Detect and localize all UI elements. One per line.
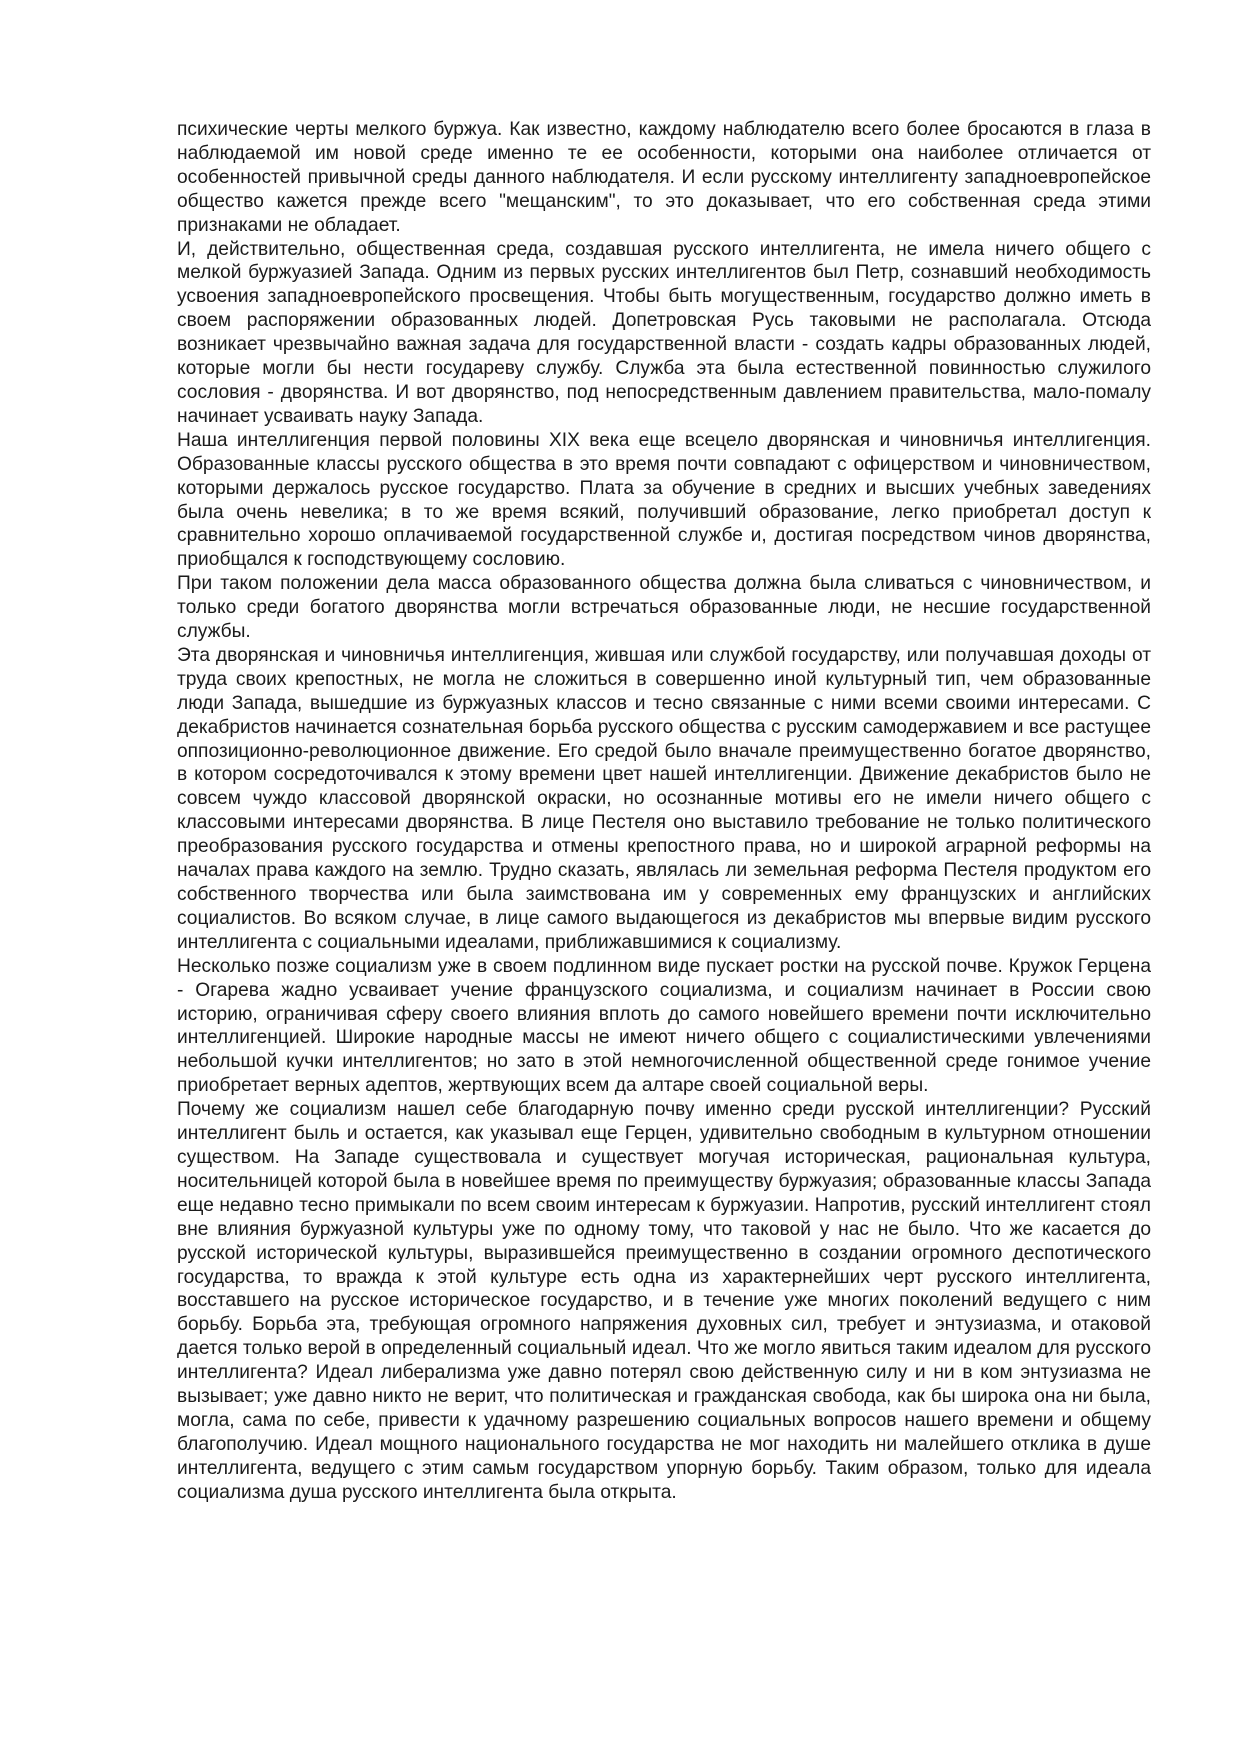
document-page xyxy=(177,118,1151,1678)
paragraph-3: Наша интеллигенция первой половины XIX века еще всецело дворянская и чиновничья интеллигенция. Образованные классы русского общества в это время почти совпадают с офицерством и чиновничеством, которыми держалось русское государство. Плата за обучение в средних и высших учебных заведениях была очень невелика; в то же время всякий, получивший образование, легко приобретал доступ к сравнительно хорошо оплачиваемой государственной службе и, достигая посредством чинов дворянства, приобщался к господствующему сословию. xyxy=(177,429,1151,571)
paragraph-7: Почему же социализм нашел себе благодарную почву именно среди русской интеллигенции? Русский интеллигент быль и остается, как указывал еще Герцен, удивительно свободным в культурном отношении существом. На Западе существовала и существует могучая историческая, рациональная культура, носительницей которой была в новейшее время по преимуществу буржуазия; образованные классы Запада еще недавно тесно примыкали по всем своим интересам к буржуазии. Напротив, русский интеллигент стоял вне влияния буржуазной культуры уже по одному тому, что таковой у нас не было. Что же касается до русской исторической культуры, выразившейся преимущественно в создании огромного деспотического государства, то вражда к этой культуре есть одна из характернейших черт русского интеллигента, восставшего на русское историческое государство, и в течение уже многих поколений ведущего с ним борьбу. Борьба эта, требующая огромного напряжения духовных сил, требует и энтузиазма, и отаковой дается только верой в определенный социальный идеал. Что же могло явиться таким идеалом для русского интеллигента? Идеал либерализма уже давно потерял свою действенную силу и ни в ком энтузиазма не вызывает; уже давно никто не верит, что политическая и гражданская свобода, как бы широка она ни была, могла, сама по себе, привести к удачному разрешению социальных вопросов нашего времени и общему благополучию. Идеал мощного национального государства не мог находить ни малейшего отклика в душе интеллигента, ведущего с этим самьм государством упорную борьбу. Таким образом, только для идеала социализма душа русского интеллигента была открыта. xyxy=(177,1099,1151,1503)
paragraph-2: И, действительно, общественная среда, создавшая русского интеллигента, не имела ничего общего с мелкой буржуазией Запада. Одним из первых русских интеллигентов был Петр, сознавший необходимость усвоения западноевропейского просвещения. Чтобы быть могущественным, государство должно иметь в своем распоряжении образованных людей. Допетровская Русь таковыми не располагала. Отсюда возникает чрезвычайно важная задача для государственной власти - создать кадры образованных людей, которые могли бы нести государеву службу. Служба эта была естественной повинностью служилого сословия - дворянства. И вот дворянство, под непосредственным давлением правительства, мало-помалу начинает усваивать науку Запада. xyxy=(177,238,1151,427)
paragraph-5: Эта дворянская и чиновничья интеллигенция, жившая или службой государству, или получавшая доходы от труда своих крепостных, не могла не сложиться в совершенно иной культурный тип, чем образованные люди Запада, вышедшие из буржуазных классов и тесно связанные с ними всеми своими интересами. С декабристов начинается сознательная борьба русского общества с русским самодержавием и все растущее оппозиционно-революционное движение. Его средой было вначале преимущественно богатое дворянство, в котором сосредоточивался к этому времени цвет нашей интеллигенции. Движение декабристов было не совсем чуждо классовой дворянской окраски, но осознанные мотивы его не имели ничего общего с классовыми интересами дворянства. В лице Пестеля оно выставило требование не только политического преобразования русского государства и отмены крепостного права, но и широкой аграрной реформы на началах права каждого на землю. Трудно сказать, являлась ли земельная реформа Пестеля продуктом его собственного творчества или была заимствована им у современных ему французских и английских социалистов. Во всяком случае, в лице самого выдающегося из декабристов мы впервые видим русского интеллигента с социальными идеалами, приближавшимися к социализму. xyxy=(177,644,1151,953)
paragraph-4: При таком положении дела масса образованного общества должна была сливаться с чиновничеством, и только среди богатого дворянства могли встречаться образованные люди, не несшие государственной службы. xyxy=(177,573,1151,643)
paragraph-6: Несколько позже социализм уже в своем подлинном виде пускает ростки на русской почве. Кружок Герцена - Огарева жадно усваивает учение французского социализма, и социализм начинает в России свою историю, ограничивая сферу своего влияния вплоть до самого новейшего времени почти исключительно интеллигенцией. Широкие народные массы не имеют ничего общего с социалистическими увлечениями небольшой кучки интеллигентов; но зато в этой немногочисленной общественной среде гонимое учение приобретает верных адептов, жертвующих всем да алтаре своей социальной веры. xyxy=(177,955,1151,1097)
paragraph-1: психические черты мелкого буржуа. Как известно, каждому наблюдателю всего более бросаются в глаза в наблюдаемой им новой среде именно те ее особенности, которыми она наиболее отличается от особенностей привычной среды данного наблюдателя. И если русскому интеллигенту западноевропейское общество кажется прежде всего "мещанским", то это доказывает, что его собственная среда этими признаками не обладает. xyxy=(177,119,1151,236)
